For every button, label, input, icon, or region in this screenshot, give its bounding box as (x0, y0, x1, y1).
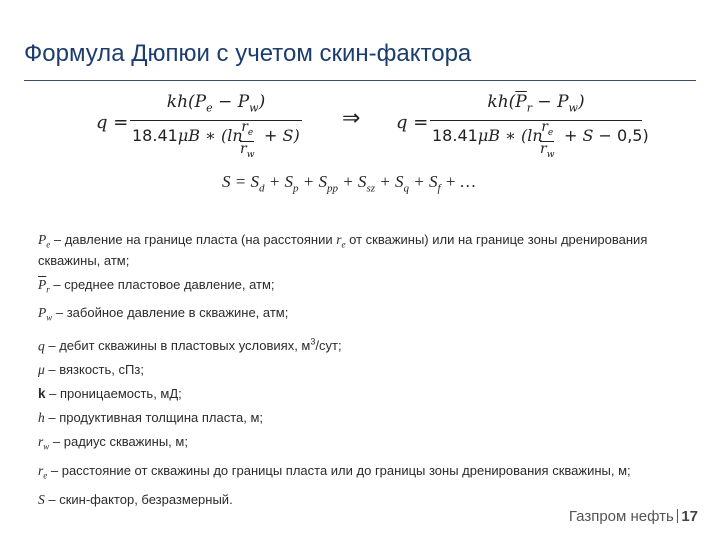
definition-item: $r_w$ – радиус скважины, м; (38, 434, 188, 453)
formula-right-fraction (430, 92, 642, 114)
formula-left-bar (130, 120, 302, 121)
definition-item: $P_w$ – забойное давление в скважине, атм; (38, 305, 289, 324)
formula-right-numerator: $kh(\overline{P}_r - P_w)$ (487, 92, 585, 115)
formula-left-lhs: q = (96, 112, 129, 133)
definition-item: k – проницаемость, мД; (38, 386, 182, 402)
slide-title: Формула Дюпюи с учетом скин-фактора (24, 40, 472, 67)
definition-item: $r_e$ – расстояние от скважины до границы пласта или до границы зоны дренирования скважины, м; (38, 463, 631, 481)
formula-right-lhs: q = (396, 112, 429, 133)
formula-right-ratio: $r_e$ $r_w$ (540, 120, 554, 163)
formula-left-fraction (130, 92, 302, 114)
dupuit-formulas (90, 88, 650, 168)
footer-separator (677, 509, 679, 523)
implies-arrow: ⇒ (342, 106, 361, 131)
formula-left-ratio: $r_e$ $r_w$ (240, 120, 254, 163)
definition-item: q – дебит скважины в пластовых условиях, $м^3$/сут; (38, 337, 342, 354)
title-divider (24, 80, 696, 81)
definition-item: S – скин-фактор, безразмерный. (38, 491, 233, 507)
footer (569, 508, 698, 525)
skin-sum-formula: $S = S_d + S_p + S_{pp} + S_{sz} + S_q + S_f$ + … (222, 172, 476, 195)
footer-company: Газпром нефть (568, 508, 674, 525)
formula-right-denominator: 18.41μB ∗ (ln (432, 126, 543, 145)
formula-left-tail: + S) (264, 126, 300, 145)
definition-item: $P_e$ – давление на границе пласта (на расстоянии $r_e$ от скважины) или на границе зоны дренирования скважины, атм; (38, 232, 648, 268)
definition-item: μ – вязкость, сПз; (38, 362, 144, 378)
definitions-list (38, 232, 703, 516)
page-number: 17 (681, 508, 698, 525)
definition-item: $\overline{P}_r$ – среднее пластовое давление, атм; (38, 276, 275, 295)
formula-left-denominator: 18.41μB ∗ (ln (132, 126, 243, 145)
formula-right-tail: + S − 0,5) (564, 126, 649, 145)
formula-right-bar (430, 120, 642, 121)
definition-item: h – продуктивная толщина пласта, м; (38, 410, 264, 426)
formula-left-numerator: $kh(P_e - P_w)$ (166, 92, 266, 115)
